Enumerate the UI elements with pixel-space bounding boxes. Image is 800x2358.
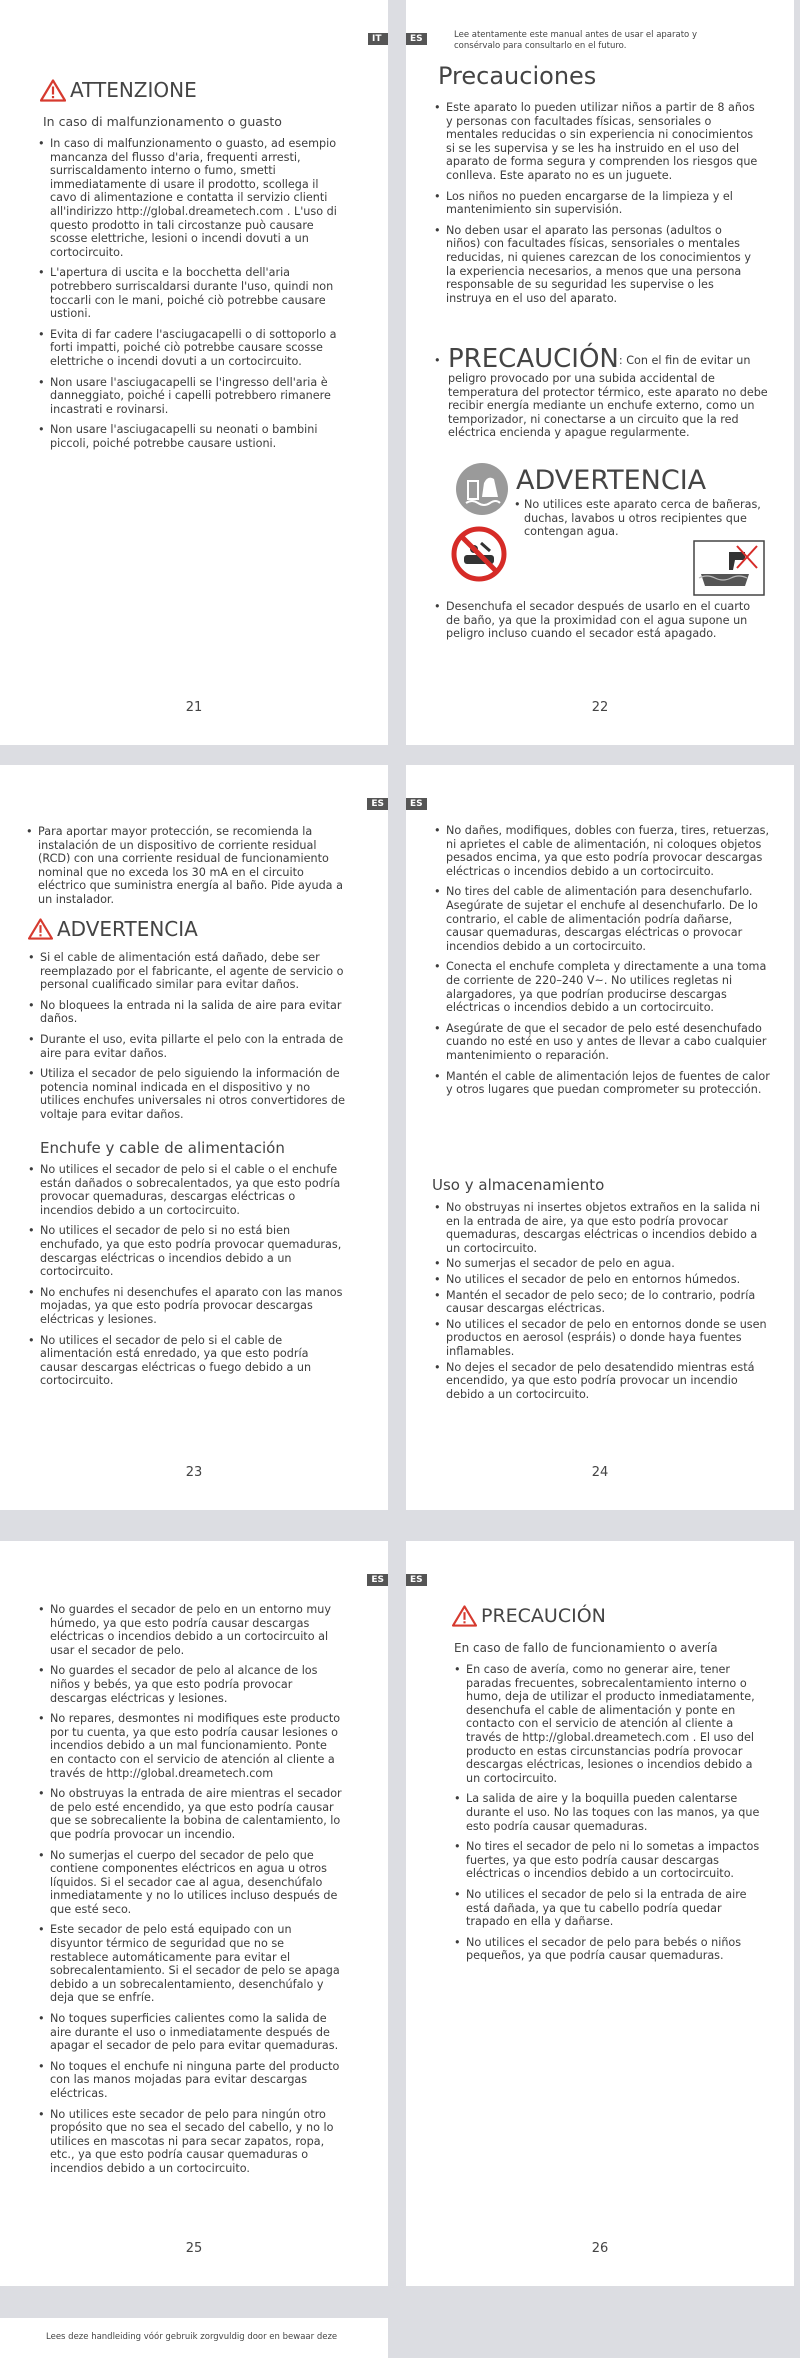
list-item: • No utilices el secador de pelo si no está bien enchufado, ya que esto podría provocar quemaduras, descargas eléctricas o incendios debido a un cortocircuito. (28, 1224, 346, 1278)
list-item: • Mantén el secador de pelo seco; de lo contrario, podría causar descargas eléctricas. (434, 1289, 772, 1316)
list-item: • Non usare l'asciugacapelli se l'ingresso dell'aria è danneggiato, poiché i capelli potrebbero rimanere incastrati e rovinarsi. (38, 376, 338, 417)
list-item: • No sumerjas el cuerpo del secador de pelo que contiene componentes eléctricos en agua u otros líquidos. Si el secador cae al agua, desenchúfalo inmediatamente y no lo utilices incluso después de que esté seco. (38, 1849, 344, 1917)
section-subtitle: In caso di malfunzionamento o guasto (43, 114, 282, 129)
list-item: • En caso de avería, como no generar aire, tener paradas frecuentes, sobrecalentamiento interno o humo, deja de utilizar el producto inmediatamente, desenchufa el cable de alimentación y ponte en contacto con el servicio de atención al cliente a través de http://global.dreametech.com . El uso del producto en estas circunstancias podría provocar descargas eléctricas, lesiones o incendios debido a un cortocircuito. (454, 1663, 764, 1785)
language-tag: ES (406, 33, 427, 45)
warning-triangle-icon (28, 918, 53, 940)
list-item: • No bloquees la entrada ni la salida de aire para evitar daños. (28, 999, 346, 1026)
list-item: • Asegúrate de que el secador de pelo esté desenchufado cuando no esté en uso y antes de llevar a cabo cualquier mantenimiento o reparación. (434, 1022, 772, 1063)
bullet-list-top (26, 825, 346, 914)
language-tag: ES (367, 1574, 388, 1586)
section-subtitle: En caso de fallo de funcionamiento o avería (454, 1641, 718, 1655)
list-item: • In caso di malfunzionamento o guasto, ad esempio mancanza del flusso d'aria, frequenti arresti, surriscaldamento interno o fumo, smetti immediatamente di usare il prodotto, scollega il cavo di alimentazione e contatta il servizio clienti all'indirizzo http://global.dreametech.com . L'uso di questo prodotto in tali circostanze può causare scosse elettriche, lesioni o incendi dovuti a un cortocircuito. (38, 137, 338, 259)
language-tag: ES (406, 1574, 427, 1586)
page-23 (0, 765, 388, 1510)
list-item: • Utiliza el secador de pelo siguiendo la información de potencia nominal indicada en el dispositivo y no utilices enchufes universales ni otros convertidores de voltaje para evitar daños. (28, 1067, 346, 1121)
section-title: Precauciones (438, 62, 597, 90)
language-tag: IT (368, 33, 388, 45)
page-22 (406, 0, 794, 745)
advertencia-title: ADVERTENCIA (516, 465, 707, 496)
title-text: ADVERTENCIA (57, 917, 198, 941)
list-item: • No utilices el secador de pelo para bebés o niños pequeños, ya que podría causar quemaduras. (454, 1936, 764, 1963)
list-item: • No obstruyas ni insertes objetos extraños en la salida ni en la entrada de aire, ya que esto podría provocar quemaduras, descargas eléctricas o incendios debido a un cortocircuito. (434, 1201, 772, 1255)
title-text: PRECAUCIÓN (481, 1605, 606, 1627)
list-item: • No sumerjas el secador de pelo en agua. (434, 1257, 772, 1271)
page-27 (0, 2318, 388, 2358)
bullet-list-a (434, 824, 772, 1104)
bullet-list (454, 1663, 764, 1970)
no-bath-icon (450, 525, 508, 583)
list-item: • No utilices el secador de pelo en entornos donde se usen productos en aerosol (espráis) o donde haya fuentes inflamables. (434, 1318, 772, 1359)
advertencia-text: No utilices este aparato cerca de bañeras, duchas, lavabos u otros recipientes que contengan agua. (524, 498, 761, 539)
list-item: • No utilices este secador de pelo para ningún otro propósito que no sea el secado del cabello, y no lo utilices en mascotas ni para secar zapatos, ropa, etc., ya que esto podría causar quemaduras o incendios debido a un cortocircuito. (38, 2108, 344, 2176)
list-item: • L'apertura di uscita e la bocchetta dell'aria potrebbero surriscaldarsi durante l'uso, quindi non toccarli con le mani, poiché ciò potrebbe causare ustioni. (38, 266, 338, 320)
warning-triangle-icon (452, 1605, 477, 1627)
bullet-list-a (28, 951, 346, 1129)
list-item: • No utilices el secador de pelo en entornos húmedos. (434, 1273, 772, 1287)
page-24 (406, 765, 794, 1510)
list-item: • No toques superficies calientes como la salida de aire durante el uso o inmediatamente después de apagar el secador de pelo para evitar quemaduras. (38, 2012, 344, 2053)
page-25 (0, 1541, 388, 2286)
list-item: • Conecta el enchufe completa y directamente a una toma de corriente de 220–240 V~. No utilices regletas ni alargadores, ya que podrían producirse descargas eléctricas o incendios debido a un cortocircuito. (434, 960, 772, 1014)
page-number: 24 (591, 1465, 609, 1480)
list-item: • Durante el uso, evita pillarte el pelo con la entrada de aire para evitar daños. (28, 1033, 346, 1060)
section-subtitle: Uso y almacenamiento (432, 1176, 605, 1194)
page-number: 25 (185, 2241, 203, 2256)
precaucion-word: PRECAUCIÓN (448, 344, 619, 374)
bullet-list (38, 137, 338, 457)
list-item: • No repares, desmontes ni modifiques este producto por tu cuenta, ya que esto podría causar lesiones o incendios debido a un mal funcionamiento. Ponte en contacto con el servicio de atención al cliente a través de http://global.dreametech.com (38, 1712, 344, 1780)
water-hazard-icon (454, 461, 510, 517)
precaucion-block: • PRECAUCIÓN: Con el fin de evitar un peligro provocado por una subida accidental de temperatura del protector térmico, este aparato no debe recibir energía mediante un enchufe externo, como un temporizador, ni conectarse a un circuito que la red eléctrica encienda y apague regularmente. (434, 344, 768, 440)
precaucion-text: : Con el fin de evitar un peligro provocado por una subida accidental de temperatura del protector térmico, este aparato no debe recibir energía mediante un enchufe externo, como un temporizador, ni conectarse a un circuito que la red eléctrica encienda y apague regularmente. (448, 354, 768, 440)
title-text: ATTENZIONE (70, 78, 197, 102)
list-item: • No tires el secador de pelo ni lo sometas a impactos fuertes, ya que esto podría causar descargas eléctricas o incendios debido a un cortocircuito. (454, 1840, 764, 1881)
list-item: • No guardes el secador de pelo en un entorno muy húmedo, ya que esto podría causar descargas eléctricas o incendios debido a un cortocircuito al usar el secador de pelo. (38, 1603, 344, 1657)
manual-note: Lees deze handleiding vóór gebruik zorgvuldig door en bewaar deze (46, 2332, 338, 2342)
list-item: • No dañes, modifiques, dobles con fuerza, tires, retuerzas, ni aprietes el cable de alimentación, ni coloques objetos pesados encima, ya que esto podría provocar descargas eléctricas o incendios debido a un cortocircuito. (434, 824, 772, 878)
list-item: • No toques el enchufe ni ninguna parte del producto con las manos mojadas para evitar descargas eléctricas. (38, 2060, 344, 2101)
page-number: 22 (591, 700, 609, 715)
list-item: • No utilices el secador de pelo si el cable de alimentación está enredado, ya que esto podría causar descargas eléctricas o fuego debido a un cortocircuito. (28, 1334, 346, 1388)
bullet-list (434, 101, 758, 312)
language-tag: ES (406, 798, 427, 810)
list-item: • Este aparato lo pueden utilizar niños a partir de 8 años y personas con facultades físicas, sensoriales o mentales reducidas o sin experiencia ni conocimientos si se les supervisa y se les ha instruido en el uso del aparato de forma segura y comprenden los riesgos que conlleva. Este aparato no es un juguete. (434, 101, 758, 183)
list-item: • Para aportar mayor protección, se recomienda la instalación de un dispositivo de corriente residual (RCD) con una corriente residual de funcionamiento nominal que no exceda los 30 mA en el circuito eléctrico que suministra energía al baño. Pide ayuda a un instalador. (26, 825, 346, 907)
page-21 (0, 0, 388, 745)
section-title (28, 917, 198, 941)
list-item: • Evita di far cadere l'asciugacapelli o di sottoporlo a forti impatti, poiché ciò potrebbe causare scosse elettriche o incendi dovuti a un cortocircuito. (38, 328, 338, 369)
list-item: • No enchufes ni desenchufes el aparato con las manos mojadas, ya que esto podría provocar descargas eléctricas y lesiones. (28, 1286, 346, 1327)
advertencia-text-block: • No utilices este aparato cerca de bañeras, duchas, lavabos u otros recipientes que contengan agua. (514, 498, 764, 539)
list-item: • Este secador de pelo está equipado con un disyuntor térmico de seguridad que no se restablece automáticamente para evitar el sobrecalentamiento. Si el secador de pelo se apaga debido a un sobrecalentamiento, desenchúfalo y deja que se enfríe. (38, 1923, 344, 2005)
section-title (40, 78, 197, 102)
bathtub-dryer-illustration (693, 540, 765, 596)
bullet-list-b (28, 1163, 346, 1395)
list-item: • No deben usar el aparato las personas (adultos o niños) con facultades físicas, sensoriales o mentales reducidas, ni quienes carezcan de los conocimientos y la experiencia necesarios, a menos que una persona responsable de su seguridad les supervise o les instruya en el uso del aparato. (434, 224, 758, 306)
page-number: 26 (591, 2241, 609, 2256)
section-subtitle: Enchufe y cable de alimentación (40, 1139, 285, 1157)
bullet-list-b (434, 1201, 772, 1403)
page-26 (406, 1541, 794, 2286)
page-number: 21 (185, 700, 203, 715)
list-item: • Desenchufa el secador después de usarlo en el cuarto de baño, ya que la proximidad con el agua supone un peligro incluso cuando el secador está apagado. (434, 600, 764, 641)
bullet-list (38, 1603, 344, 2183)
list-item: • No dejes el secador de pelo desatendido mientras está encendido, ya que esto podría provocar un incendio debido a un cortocircuito. (434, 1361, 772, 1402)
warning-triangle-icon (40, 79, 66, 102)
list-item: • No guardes el secador de pelo al alcance de los niños y bebés, ya que esto podría provocar descargas eléctricas y lesiones. (38, 1664, 344, 1705)
list-item: • No obstruyas la entrada de aire mientras el secador de pelo esté encendido, ya que esto podría causar que se sobrecaliente la bobina de calentamiento, lo que podría provocar un incendio. (38, 1787, 344, 1841)
list-item: • No utilices el secador de pelo si el cable o el enchufe están dañados o sobrecalentados, ya que esto podría provocar quemaduras, descargas eléctricas o incendios debido a un cortocircuito. (28, 1163, 346, 1217)
manual-note: Lee atentamente este manual antes de usar el aparato y consérvalo para consultarlo en el futuro. (454, 30, 697, 51)
language-tag: ES (367, 798, 388, 810)
list-item: • Los niños no pueden encargarse de la limpieza y el mantenimiento sin supervisión. (434, 190, 758, 217)
list-item: • No utilices el secador de pelo si la entrada de aire está dañada, ya que tu cabello podría quedar trapado en ella y dañarse. (454, 1888, 764, 1929)
list-item: • Non usare l'asciugacapelli su neonati o bambini piccoli, poiché potrebbe causare ustioni. (38, 423, 338, 450)
section-title (452, 1605, 606, 1627)
page-number: 23 (185, 1465, 203, 1480)
bullet-list-last (434, 600, 764, 648)
list-item: • Si el cable de alimentación está dañado, debe ser reemplazado por el fabricante, el agente de servicio o personal cualificado similar para evitar daños. (28, 951, 346, 992)
list-item: • Mantén el cable de alimentación lejos de fuentes de calor y otros lugares que puedan comprometer su protección. (434, 1070, 772, 1097)
list-item: • No tires del cable de alimentación para desenchufarlo. Asegúrate de sujetar el enchufe al desenchufarlo. De lo contrario, el cable de alimentación podría dañarse, causar quemaduras, descargas eléctricas o provocar incendios debido a un cortocircuito. (434, 885, 772, 953)
list-item: • La salida de aire y la boquilla pueden calentarse durante el uso. No las toques con las manos, ya que esto podría causar quemaduras. (454, 1792, 764, 1833)
